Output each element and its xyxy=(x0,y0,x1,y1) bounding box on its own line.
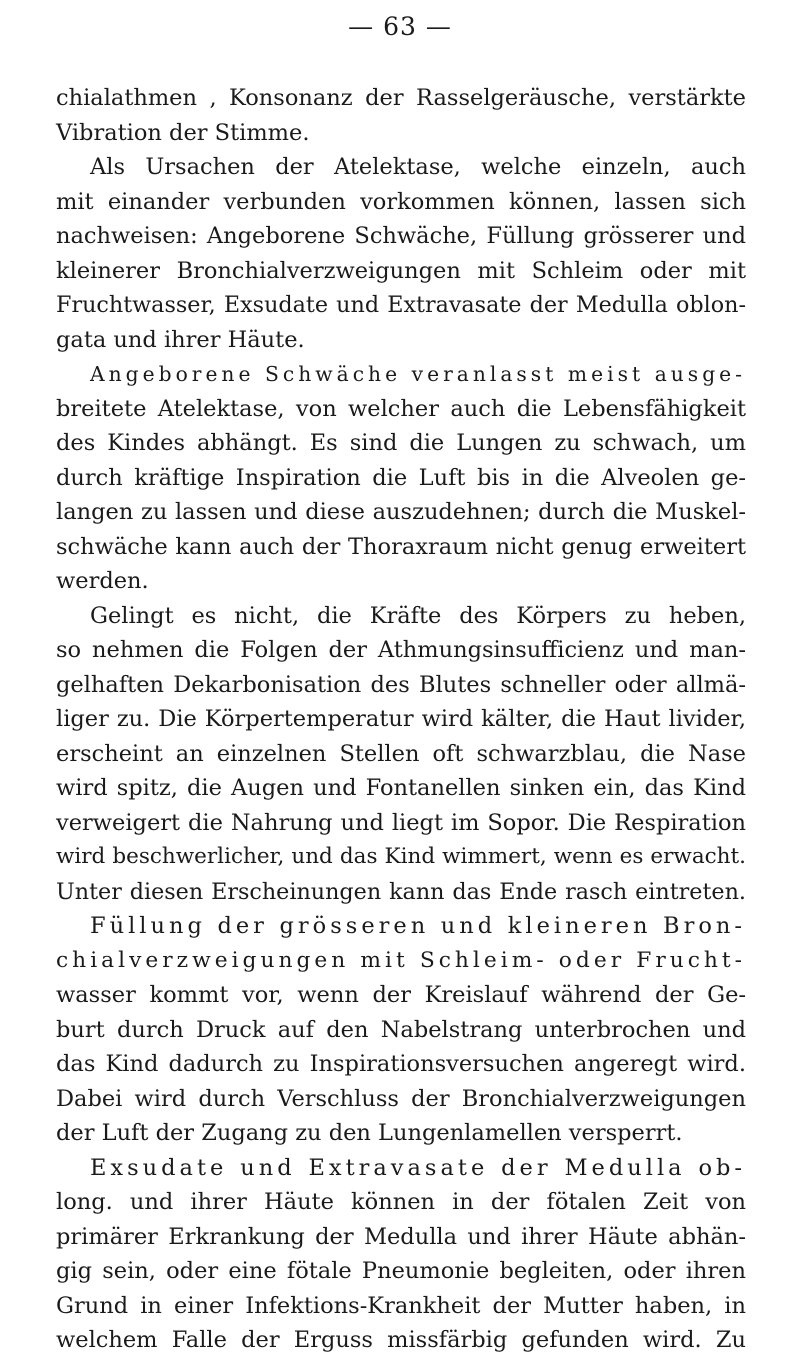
text-line: wird spitz, die Augen und Fontanellen sinken ein, das Kind xyxy=(56,775,746,801)
text-line: wird beschwerlicher, und das Kind wimmert, wenn es erwacht. xyxy=(56,844,746,869)
text-line: werden. xyxy=(56,568,149,594)
body-text xyxy=(56,81,746,1358)
text-line: schwäche kann auch der Thoraxraum nicht genug erweitert xyxy=(56,533,746,560)
text-line: des Kindes abhängt. Es sind die Lungen zu schwach, um xyxy=(56,430,746,456)
text-line: kleinerer Bronchialverzweigungen mit Schleim oder mit xyxy=(56,257,746,284)
text-line: verweigert die Nahrung und liegt im Sopor. Die Respiration xyxy=(56,809,746,836)
page-number: — 63 — xyxy=(348,12,452,41)
text-line: das Kind dadurch zu Inspirationsversuchen angeregt wird. xyxy=(56,1051,746,1077)
text-line: Exsudate und Extravasate der Medulla ob- xyxy=(90,1154,746,1181)
text-line: langen zu lassen und diese auszudehnen; durch die Muskel- xyxy=(56,499,746,525)
text-line: Dabei wird durch Verschluss der Bronchialverzweigungen xyxy=(56,1085,746,1112)
text-line: Fruchtwasser, Exsudate und Extravasate der Medulla oblon- xyxy=(56,292,746,318)
text-line: durch kräftige Inspiration die Luft bis in die Alveolen ge- xyxy=(56,464,746,491)
text-line: Füllung der grösseren und kleineren Bron- xyxy=(90,913,746,939)
text-line: Vibration der Stimme. xyxy=(56,119,310,146)
text-line: Angeborene Schwäche veranlasst meist ausge- xyxy=(90,362,746,386)
text-line: gig sein, oder eine fötale Pneumonie begleiten, oder ihren xyxy=(56,1258,746,1284)
text-line: chialathmen , Konsonanz der Rasselgeräusche, verstärkte xyxy=(56,85,746,111)
text-line: wasser kommt vor, wenn der Kreislauf während der Ge- xyxy=(56,982,746,1008)
text-line: welchem Falle der Erguss missfärbig gefunden wird. Zu xyxy=(56,1327,746,1353)
text-line: Als Ursachen der Atelektase, welche einzeln, auch xyxy=(90,154,746,180)
text-line: gelhaften Dekarbonisation des Blutes schneller oder allmä- xyxy=(56,671,746,698)
text-line: so nehmen die Folgen der Athmungsinsufficienz und man- xyxy=(56,637,746,663)
text-line: primärer Erkrankung der Medulla und ihrer Häute abhän- xyxy=(56,1223,746,1250)
text-line: Unter diesen Erscheinungen kann das Ende rasch eintreten. xyxy=(56,878,746,905)
text-line: chialverzweigungen mit Schleim- oder Frucht- xyxy=(56,947,746,973)
text-line: burt durch Druck auf den Nabelstrang unterbrochen und xyxy=(56,1016,746,1043)
text-line: gata und ihrer Häute. xyxy=(56,326,305,353)
text-line: erscheint an einzelnen Stellen oft schwarzblau, die Nase xyxy=(56,740,746,767)
text-line: der Luft der Zugang zu den Lungenlamellen versperrt. xyxy=(56,1120,683,1146)
text-line: nachweisen: Angeborene Schwäche, Füllung grösserer und xyxy=(56,223,746,249)
text-line: mit einander verbunden vorkommen können, lassen sich xyxy=(56,188,746,215)
text-line: long. und ihrer Häute können in der fötalen Zeit von xyxy=(56,1189,746,1215)
text-line: Gelingt es nicht, die Kräfte des Körpers zu heben, xyxy=(90,602,746,629)
text-line: Grund in einer Infektions-Krankheit der Mutter haben, in xyxy=(56,1292,746,1319)
text-line: liger zu. Die Körpertemperatur wird kälter, die Haut livider, xyxy=(56,706,746,732)
text-line: breitete Atelektase, von welcher auch die Lebensfähigkeit xyxy=(56,395,746,422)
